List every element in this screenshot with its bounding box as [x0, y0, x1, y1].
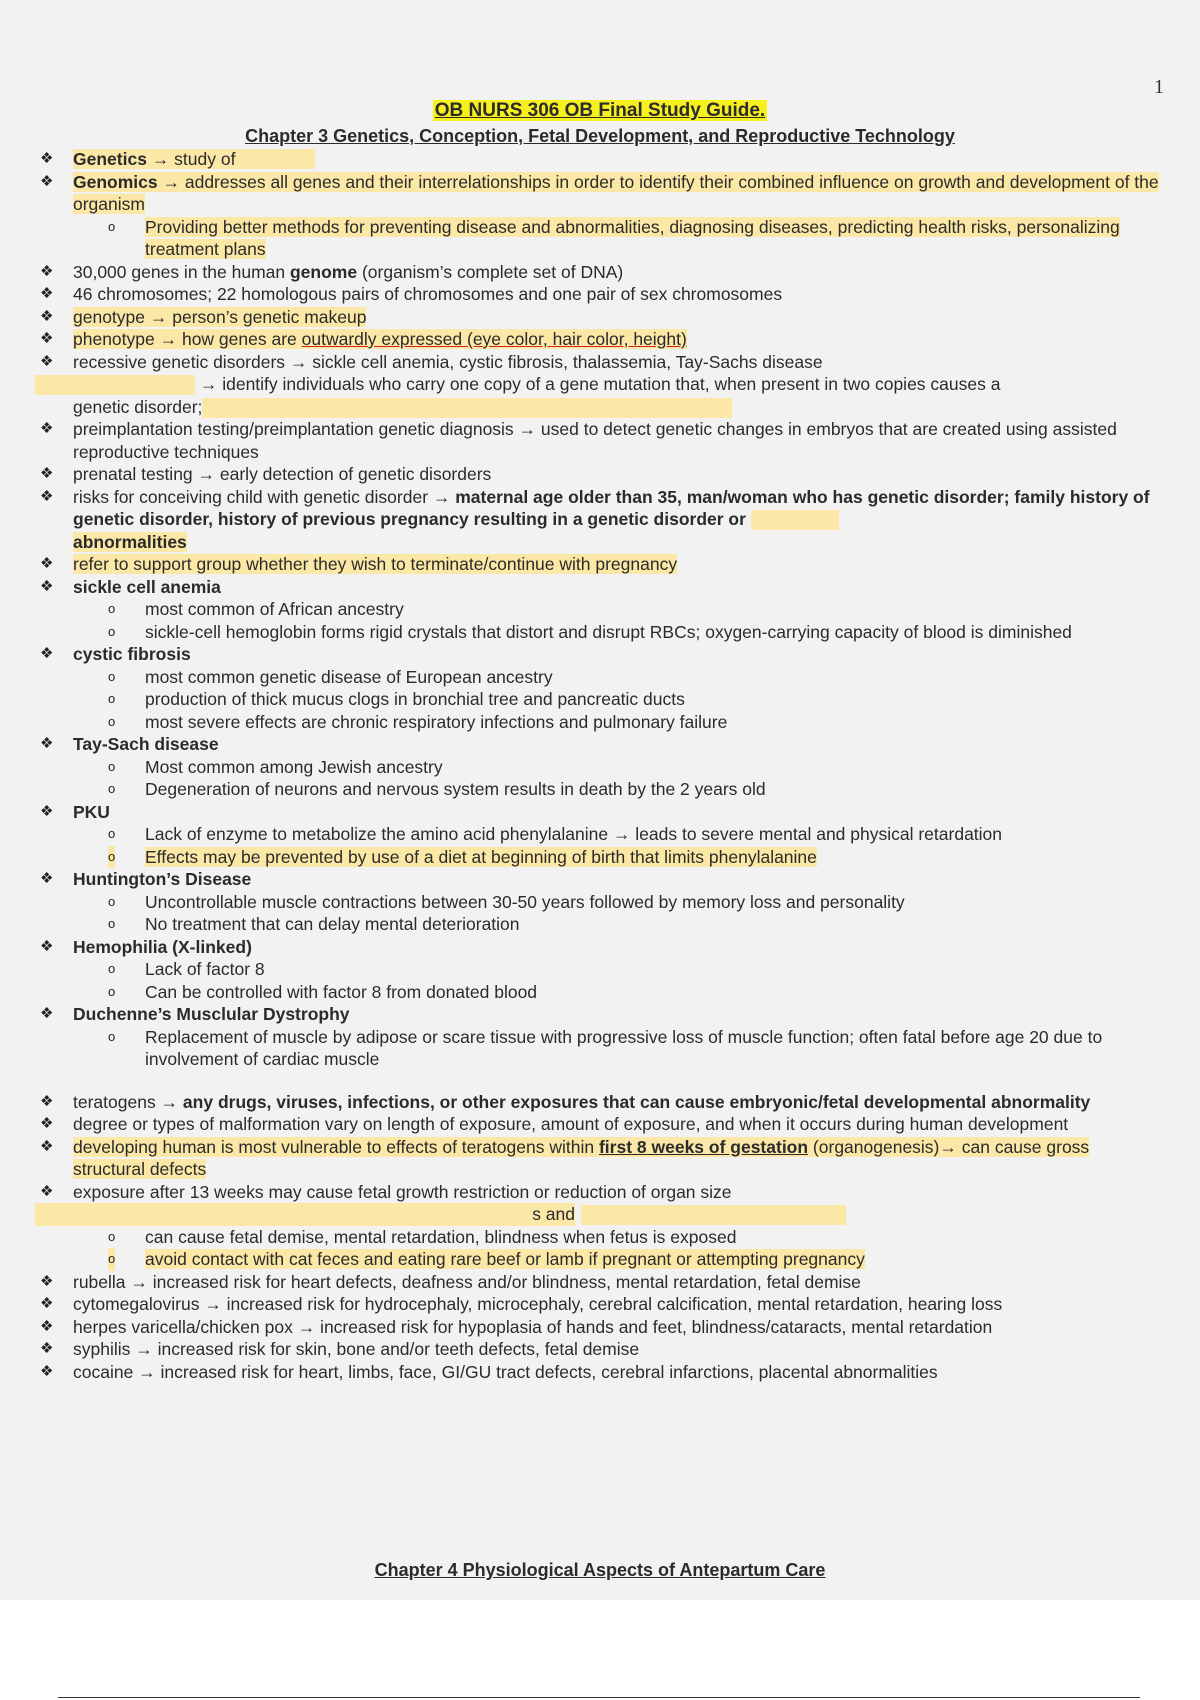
footer-rule	[58, 1697, 1140, 1698]
sub-bullet-icon: o	[108, 601, 116, 616]
list-item: ❖ PKU	[40, 801, 110, 822]
carrier-line: → identify individuals who carry one copy of a gene mutation that, when present in two copies causes a	[0, 373, 1200, 396]
list-item: ❖ Duchenne’s Musclular Dystrophy	[40, 1004, 350, 1024]
redacted-highlight	[751, 510, 839, 530]
bullet-icon: ❖	[40, 870, 54, 887]
sub-bullet-icon: o	[108, 1028, 116, 1044]
list-subitem: o Most common among Jewish ancestry	[108, 756, 443, 777]
list-item	[0, 171, 1200, 216]
bullet-icon: ❖	[40, 1362, 54, 1380]
bullet-icon: ❖	[40, 420, 54, 437]
bullet-icon: ❖	[40, 735, 54, 752]
list-subitem: o Providing better methods for preventing disease and abnormalities, diagnosing diseases, predicting health risks, personalizing treatment plans	[108, 216, 1120, 259]
list-item: ❖ exposure after 13 weeks may cause fetal growth restriction or reduction of organ size	[40, 1181, 732, 1202]
list-item: ❖ herpes varicella/chicken pox → increased risk for hypoplasia of hands and feet, blindness/cataracts, mental retardation	[40, 1316, 993, 1337]
list-item: ❖ 46 chromosomes; 22 homologous pairs of chromosomes and one pair of sex chromosomes	[40, 284, 783, 304]
list-item: ❖ recessive genetic disorders → sickle cell anemia, cystic fibrosis, thalassemia, Tay-Sachs disease	[40, 351, 823, 372]
bullet-icon: ❖	[40, 577, 54, 595]
genomics-item: Genomics → addresses all genes and their interrelationships in order to identify their combined influence on growth and development of the organism	[73, 171, 1159, 214]
sub-bullet-icon: o	[108, 846, 115, 869]
bullet-icon: ❖	[40, 1005, 54, 1022]
redacted-highlight	[581, 1205, 846, 1225]
bullet-icon: ❖	[40, 1092, 54, 1110]
carrier-line-2: genetic disorder;	[0, 396, 1200, 419]
bullet-icon: ❖	[40, 1115, 54, 1132]
list-subitem: o Lack of factor 8	[108, 959, 265, 979]
list-subitem: o Effects may be prevented by use of a diet at beginning of birth that limits phenylalanine	[108, 846, 817, 867]
list-item: ❖ Tay-Sach disease	[40, 734, 219, 754]
bullet-icon: ❖	[40, 352, 54, 370]
list-item: ❖ preimplantation testing/preimplantation genetic diagnosis → used to detect genetic changes in embryos that are created using assisted reproductive techniques	[40, 419, 1117, 462]
list-item: ❖ risks for conceiving child with genetic disorder → maternal age older than 35, man/woman who has genetic disorder; family history of genetic disorder, history of previous pregnancy resulting in a genetic disorder or abnormalities	[40, 486, 1150, 552]
list-subitem: o Degeneration of neurons and nervous system results in death by the 2 years old	[108, 779, 766, 799]
genetics-item: Genetics → study of	[73, 149, 315, 169]
bullet-icon: ❖	[40, 487, 54, 505]
bullet-icon: ❖	[40, 465, 54, 482]
sub-bullet-icon: o	[108, 1248, 115, 1271]
list-subitem: o Uncontrollable muscle contractions between 30-50 years followed by memory loss and personality	[108, 891, 905, 912]
bullet-icon: ❖	[40, 1272, 54, 1290]
list-item: ❖ cocaine → increased risk for heart, limbs, face, GI/GU tract defects, cerebral infarctions, placental abnormalities	[40, 1361, 938, 1382]
list-item: ❖ refer to support group whether they wish to terminate/continue with pregnancy	[40, 554, 678, 574]
bullet-icon: ❖	[40, 555, 54, 572]
sub-bullet-icon: o	[108, 893, 116, 909]
bullet-icon: ❖	[40, 1340, 54, 1357]
list-item: ❖ genotype → person’s genetic makeup	[40, 306, 367, 327]
list-item	[0, 148, 1200, 171]
bullet-icon: ❖	[40, 307, 54, 325]
list-subitem: o most common genetic disease of European ancestry	[108, 666, 553, 687]
redacted-highlight	[35, 375, 195, 395]
study-guide-body	[0, 148, 1200, 1383]
list-subitem: o Replacement of muscle by adipose or scare tissue with progressive loss of muscle function; often fatal before age 20 due to involvement of cardiac muscle	[108, 1026, 1103, 1069]
document-title	[0, 100, 1200, 122]
bullet-icon: ❖	[40, 1182, 54, 1200]
list-subitem: o No treatment that can delay mental deterioration	[108, 914, 520, 934]
sub-bullet-icon: o	[108, 668, 116, 684]
document-title-text: OB NURS 306 OB Final Study Guide.	[434, 100, 766, 121]
sub-bullet-icon: o	[108, 826, 116, 841]
bullet-icon: ❖	[40, 645, 54, 662]
sub-bullet-icon: o	[108, 691, 116, 706]
sub-bullet-icon: o	[108, 916, 116, 931]
toxo-line	[0, 1203, 1200, 1226]
list-subitem: o avoid contact with cat feces and eating rare beef or lamb if pregnant or attempting pregnancy	[108, 1249, 865, 1269]
phenotype-item: phenotype → how genes are outwardly expressed (eye color, hair color, height)	[73, 329, 687, 349]
bullet-icon: ❖	[40, 172, 54, 190]
bullet-icon: ❖	[40, 937, 54, 955]
bullet-icon: ❖	[40, 1137, 54, 1155]
bullet-icon: ❖	[40, 802, 54, 820]
list-item: ❖ prenatal testing → early detection of genetic disorders	[40, 464, 492, 484]
list-item: ❖ teratogens → any drugs, viruses, infections, or other exposures that can cause embryonic/fetal developmental abnormality	[40, 1091, 1091, 1112]
chapter-3-heading: Chapter 3 Genetics, Conception, Fetal Development, and Reproductive Technology	[245, 126, 955, 146]
list-subitem: o most common of African ancestry	[108, 599, 404, 619]
list-subitem: o can cause fetal demise, mental retardation, blindness when fetus is exposed	[108, 1226, 737, 1247]
list-item: ❖ rubella → increased risk for heart defects, deafness and/or blindness, mental retardation, fetal demise	[40, 1271, 861, 1292]
list-subitem: o most severe effects are chronic respiratory infections and pulmonary failure	[108, 711, 728, 732]
list-subitem: o sickle-cell hemoglobin forms rigid crystals that distort and disrupt RBCs; oxygen-carrying capacity of blood is diminished	[108, 621, 1072, 642]
list-item	[0, 328, 1200, 351]
list-subitem: o Can be controlled with factor 8 from donated blood	[108, 981, 538, 1002]
sub-bullet-icon: o	[108, 758, 116, 774]
bullet-icon: ❖	[40, 1295, 54, 1312]
list-item: ❖ degree or types of malformation vary on length of exposure, amount of exposure, and when it occurs during human development	[40, 1114, 1069, 1134]
list-item: ❖ sickle cell anemia	[40, 576, 221, 597]
sub-bullet-icon: o	[108, 781, 116, 796]
sub-bullet-icon: o	[108, 713, 116, 729]
sub-bullet-icon: o	[108, 961, 116, 976]
list-item: ❖ Hemophilia (X-linked)	[40, 936, 252, 957]
chapter-4-heading: Chapter 4 Physiological Aspects of Antepartum Care	[374, 1560, 826, 1580]
page-number: 1	[1154, 76, 1164, 98]
bullet-icon: ❖	[40, 285, 54, 302]
list-item: ❖ cytomegalovirus → increased risk for hydrocephaly, microcephaly, cerebral calcification, mental retardation, hearing loss	[40, 1294, 1003, 1314]
sub-bullet-icon: o	[108, 218, 116, 234]
bullet-icon: ❖	[40, 150, 54, 167]
bullet-icon: ❖	[40, 330, 54, 347]
bullet-icon: ❖	[40, 262, 54, 280]
vulnerable-item: developing human is most vulnerable to effects of teratogens within first 8 weeks of gestation (organogenesis)→ can cause gross structural defects	[73, 1136, 1090, 1179]
sub-bullet-icon: o	[108, 623, 116, 639]
sub-bullet-icon: o	[108, 1228, 116, 1244]
list-item: ❖ Huntington’s Disease	[40, 869, 252, 889]
list-subitem: o Lack of enzyme to metabolize the amino acid phenylalanine → leads to severe mental and physical retardation	[108, 824, 1003, 844]
sub-bullet-icon: o	[108, 983, 116, 999]
list-item: ❖ syphilis → increased risk for skin, bone and/or teeth defects, fetal demise	[40, 1339, 640, 1359]
redacted-highlight	[202, 398, 732, 418]
bullet-icon: ❖	[40, 1317, 54, 1335]
toxo-fragment: s and	[35, 1203, 575, 1226]
list-subitem: o production of thick mucus clogs in bronchial tree and pancreatic ducts	[108, 689, 685, 709]
list-item: ❖ 30,000 genes in the human genome (organism’s complete set of DNA)	[40, 261, 624, 282]
list-item: ❖ cystic fibrosis	[40, 644, 191, 664]
list-item	[0, 1136, 1200, 1181]
